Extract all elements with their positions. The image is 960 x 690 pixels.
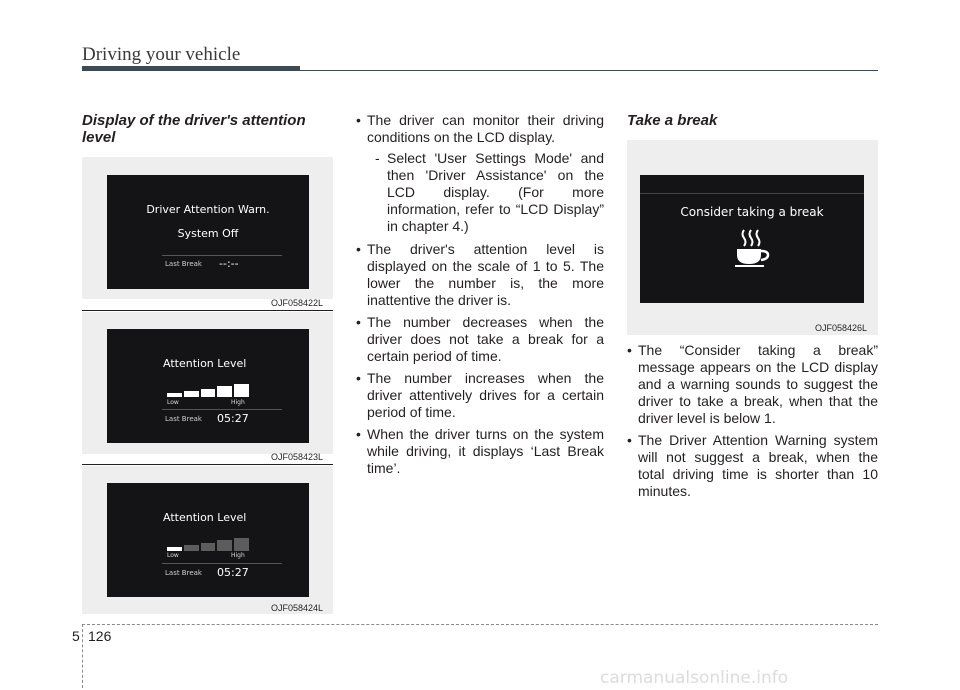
figure-take-a-break bbox=[627, 140, 878, 335]
level-segment bbox=[201, 389, 216, 397]
figure-code: OJF058426L bbox=[815, 323, 868, 333]
lcd-title: Attention Level bbox=[163, 357, 247, 370]
figure-code: OJF058424L bbox=[271, 603, 324, 613]
lcd-screen bbox=[640, 175, 864, 303]
level-segment bbox=[184, 545, 199, 551]
list-item: • When the driver turns on the system while driving, it displays ‘Last Break time’. bbox=[356, 426, 604, 477]
level-segment bbox=[217, 540, 232, 551]
low-label: Low bbox=[167, 552, 179, 559]
list-item: • The driver's attention level is displayed on the scale of 1 to 5. The lower the number is, the more inattentive the driver is. bbox=[356, 241, 604, 309]
last-break-label: Last Break bbox=[165, 415, 202, 423]
figure-attention-level-low bbox=[82, 466, 333, 614]
chapter-number: 5 bbox=[72, 628, 80, 644]
page-number: 126 bbox=[88, 628, 112, 644]
last-break-value: 05:27 bbox=[217, 566, 249, 579]
lcd-screen bbox=[107, 175, 309, 289]
list-item bbox=[356, 112, 604, 235]
last-break-label: Last Break bbox=[165, 260, 202, 268]
header-rule bbox=[300, 70, 878, 71]
section-title-attention-level: Display of the driver's attention level bbox=[82, 112, 306, 146]
bullet-text: The driver can monitor their driving conditions on the LCD display. bbox=[367, 112, 604, 145]
level-segment bbox=[167, 393, 182, 397]
lcd-divider bbox=[162, 409, 282, 410]
lcd-screen bbox=[107, 483, 309, 597]
bullet-list bbox=[356, 112, 604, 477]
lcd-screen bbox=[107, 329, 309, 443]
level-segment bbox=[201, 543, 216, 551]
high-label: High bbox=[231, 399, 245, 406]
list-item: • The number decreases when the driver does not take a break for a certain period of time. bbox=[356, 314, 604, 365]
middle-column bbox=[356, 112, 604, 482]
level-segment bbox=[184, 391, 199, 397]
figure-system-off bbox=[82, 157, 333, 299]
figure-code: OJF058422L bbox=[271, 298, 324, 308]
list-item: • The number increases when the driver attentively drives for a certain period of time. bbox=[356, 370, 604, 421]
lcd-title: Driver Attention Warn. bbox=[146, 203, 270, 216]
sub-item-text: Select 'User Settings Mode' and then 'Driver Assistance' on the LCD display. (For more information, refer to “LCD Display” in chapter 4.) bbox=[387, 150, 604, 234]
coffee-cup-icon bbox=[732, 227, 772, 269]
lcd-divider bbox=[162, 563, 282, 564]
level-segment bbox=[234, 384, 249, 397]
footer-vertical-rule bbox=[82, 624, 83, 688]
attention-level-bar bbox=[167, 384, 249, 397]
section-title-take-a-break: Take a break bbox=[627, 112, 718, 129]
figure-attention-level-high bbox=[82, 312, 333, 454]
list-item: • The Driver Attention Warning system will not suggest a break, when the total driving time is shorter than 10 minutes. bbox=[627, 432, 878, 500]
header-bar bbox=[82, 66, 300, 71]
bullet-list bbox=[627, 342, 878, 500]
lcd-status: System Off bbox=[177, 227, 239, 240]
attention-level-bar bbox=[167, 538, 249, 551]
figure-divider bbox=[82, 310, 333, 311]
lcd-top-line bbox=[640, 193, 864, 194]
low-label: Low bbox=[167, 399, 179, 406]
figure-code: OJF058423L bbox=[271, 452, 324, 462]
lcd-divider bbox=[162, 255, 282, 256]
right-column bbox=[627, 342, 878, 505]
lcd-title: Attention Level bbox=[163, 511, 247, 524]
sub-item: - Select 'User Settings Mode' and then 'Driver Assistance' on the LCD display. (For more information, refer to “LCD Display” in chapter 4.) bbox=[375, 150, 604, 234]
last-break-label: Last Break bbox=[165, 569, 202, 577]
last-break-value: 05:27 bbox=[217, 412, 249, 425]
high-label: High bbox=[231, 552, 245, 559]
watermark: carmanualsonline.info bbox=[600, 668, 789, 688]
footer-rule bbox=[82, 624, 878, 625]
level-segment bbox=[234, 538, 249, 551]
last-break-value: --:-- bbox=[219, 257, 239, 270]
running-header: Driving your vehicle bbox=[82, 44, 241, 65]
list-item: • The “Consider taking a break” message appears on the LCD display and a warning sounds to suggest the driver to take a break, when that the driver level is below 1. bbox=[627, 342, 878, 427]
level-segment bbox=[217, 386, 232, 397]
figure-divider bbox=[82, 464, 333, 465]
level-segment bbox=[167, 547, 182, 551]
lcd-message: Consider taking a break bbox=[680, 205, 824, 219]
